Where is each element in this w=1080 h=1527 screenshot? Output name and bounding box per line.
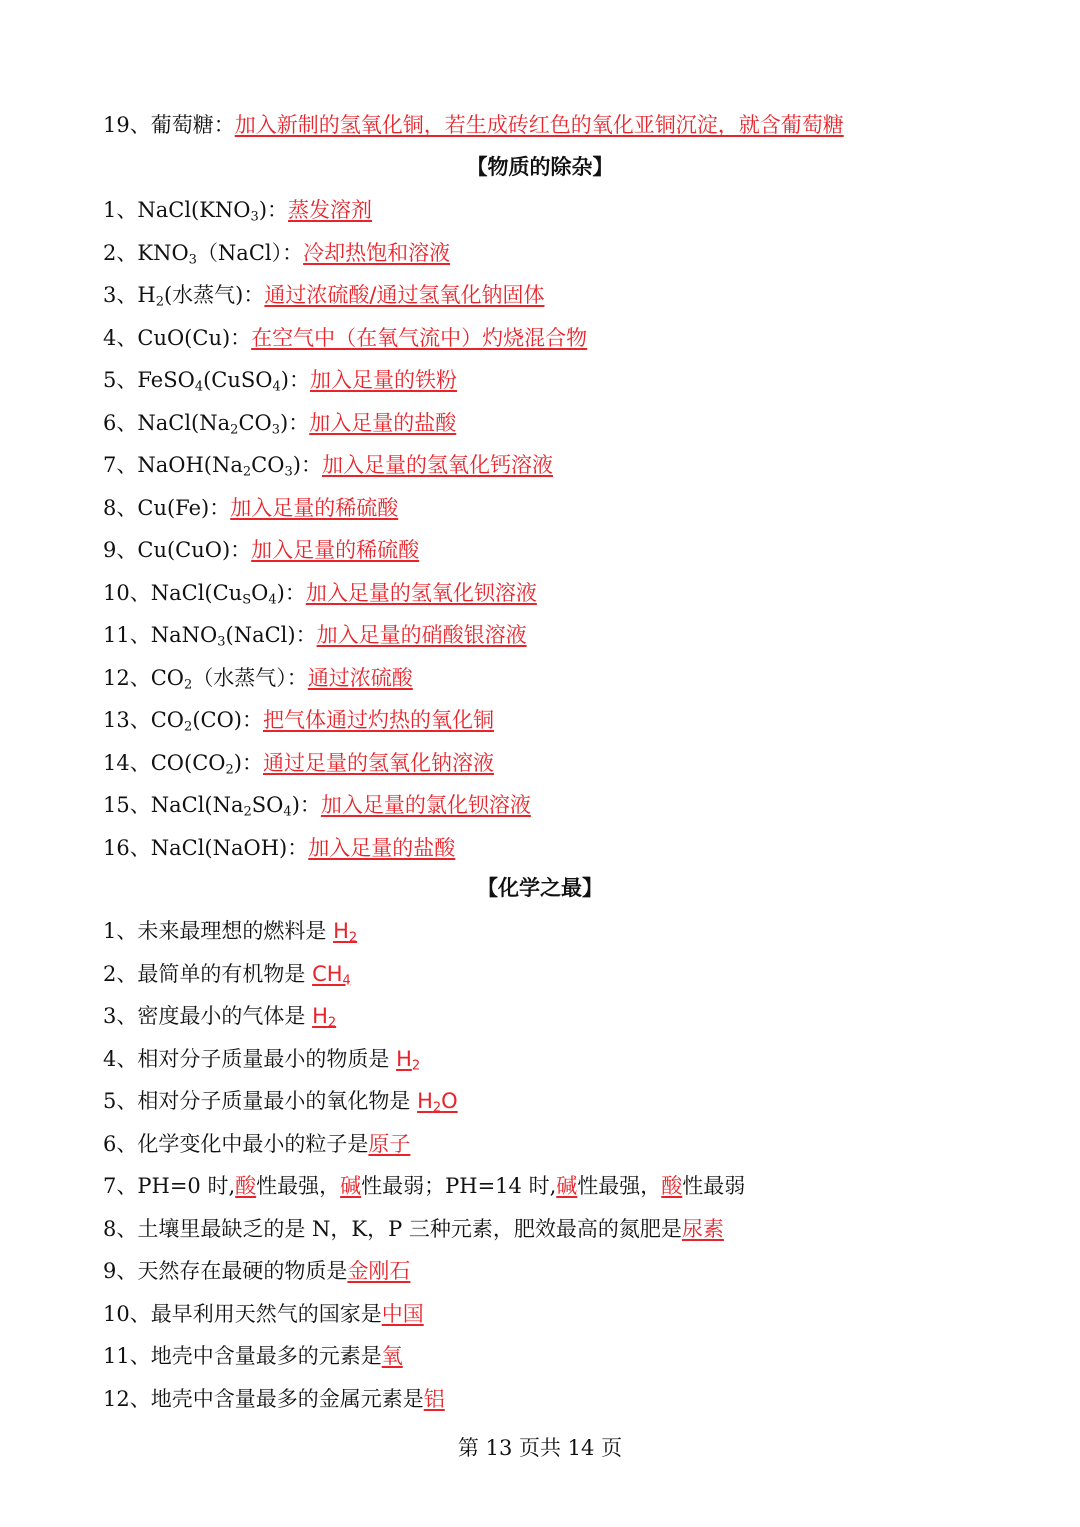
- item-number: 6、: [103, 1131, 138, 1156]
- answer-text: 加入足量的稀硫酸: [230, 495, 399, 520]
- purify-item: [103, 658, 1020, 698]
- item-label: 19、葡萄糖：: [103, 113, 235, 137]
- item-number: 1、: [103, 919, 138, 943]
- question-text: 相对分子质量最小的氧化物是: [137, 1089, 418, 1113]
- most-item: [103, 1039, 1020, 1079]
- formula-part: CuO(Cu)：: [137, 325, 252, 350]
- answer-text: 加入足量的铁粉: [309, 368, 457, 392]
- purify-item: [103, 275, 1020, 315]
- answer-part: 金刚石: [347, 1259, 411, 1283]
- formula-subscript: 2: [243, 804, 252, 820]
- formula-part: KNO: [137, 240, 189, 265]
- answer-text: 冷却热饱和溶液: [303, 240, 451, 265]
- formula-part: O: [251, 580, 269, 605]
- formula-subscript: 3: [250, 209, 259, 225]
- answer-text: 加入足量的硝酸银溶液: [316, 623, 527, 647]
- question-text: 地壳中含量最多的金属元素是: [150, 1386, 424, 1411]
- answer-subscript: 2: [327, 1015, 337, 1031]
- answer-part: H: [333, 919, 349, 943]
- answer-part: 原子: [368, 1131, 411, 1156]
- formula-part: NaCl(Na: [137, 410, 231, 435]
- answer-subscript: 2: [411, 1057, 421, 1073]
- purify-item: [103, 743, 1020, 783]
- question-text: 相对分子质量最小的物质是: [137, 1046, 397, 1071]
- item-number: 7、: [103, 453, 138, 477]
- purify-item: [103, 828, 1020, 868]
- answer-text: 碱: [340, 1174, 362, 1198]
- item-number: 4、: [103, 325, 138, 350]
- answer-subscript: 2: [348, 930, 358, 946]
- answer-text: [333, 919, 358, 946]
- formula-part: SO: [251, 793, 284, 817]
- glucose-test-line: [103, 105, 1020, 145]
- question-text: 性最强，: [256, 1174, 341, 1198]
- formula-subscript: 4: [272, 379, 281, 395]
- answer-text: 加入新制的氢氧化铜，若生成砖红色的氧化亚铜沉淀，就含葡萄糖: [234, 113, 844, 137]
- item-number: 15、: [103, 793, 151, 817]
- item-number: 1、: [103, 198, 138, 222]
- answer-text: 蒸发溶剂: [288, 198, 373, 222]
- answer-text: [347, 1259, 410, 1283]
- purify-item: [103, 360, 1020, 400]
- answer-text: 通过足量的氢氧化钠溶液: [262, 750, 494, 775]
- formula-subscript: 2: [230, 421, 239, 437]
- answer-part: H: [396, 1046, 412, 1071]
- item-number: 8、: [103, 495, 138, 520]
- formula-part: CO: [150, 708, 185, 732]
- formula-part: NaCl(Cu: [150, 580, 243, 605]
- item-number: 9、: [103, 1259, 138, 1283]
- item-number: 9、: [103, 538, 138, 562]
- purify-item: [103, 445, 1020, 485]
- formula-subscript: 3: [188, 251, 197, 267]
- formula-part: CO: [251, 453, 285, 477]
- most-item: [103, 1251, 1020, 1291]
- formula-part: CO: [150, 665, 185, 690]
- answer-text: 加入足量的氯化钡溶液: [320, 793, 531, 817]
- most-item: [103, 1209, 1020, 1249]
- answer-text: [424, 1387, 445, 1411]
- most-item: [103, 1336, 1020, 1376]
- answer-part: 尿素: [681, 1216, 724, 1241]
- answer-part: H: [312, 1004, 328, 1028]
- item-number: 2、: [103, 961, 138, 986]
- formula-part: NaCl(KNO: [137, 198, 251, 222]
- purify-item: [103, 615, 1020, 655]
- formula-part: )：: [280, 368, 310, 392]
- formula-part: Cu(Fe)：: [137, 495, 231, 520]
- formula-subscript: 2: [184, 719, 193, 735]
- item-number: 5、: [103, 1089, 138, 1113]
- formula-subscript: 4: [283, 804, 292, 820]
- page-footer: 第 13 页共 14 页: [457, 1436, 623, 1460]
- most-item: [103, 996, 1020, 1036]
- formula-subscript: 4: [194, 379, 204, 395]
- answer-part: 氧: [381, 1344, 403, 1368]
- item-number: 10、: [103, 580, 151, 605]
- question-text: 最早利用天然气的国家是: [150, 1301, 382, 1326]
- item-number: 4、: [103, 1046, 138, 1071]
- formula-part: (NaCl)：: [225, 623, 317, 647]
- formula-part: )：: [276, 580, 306, 605]
- most-item: [103, 954, 1020, 994]
- answer-part: 铝: [423, 1386, 445, 1411]
- most-item: [103, 911, 1020, 951]
- purify-item: [103, 573, 1020, 613]
- formula-part: )：: [291, 793, 321, 817]
- question-text: 性最弱；PH=14 时,: [361, 1174, 557, 1198]
- answer-text: 通过浓硫酸: [307, 665, 413, 690]
- answer-text: [312, 962, 351, 986]
- question-text: 最简单的有机物是: [137, 961, 313, 986]
- item-number: 10、: [103, 1301, 151, 1326]
- formula-subscript: 4: [268, 591, 277, 607]
- item-number: 8、: [103, 1216, 138, 1241]
- question-text: 天然存在最硬的物质是: [137, 1259, 348, 1283]
- item-number: 13、: [103, 708, 151, 732]
- item-number: 11、: [103, 1344, 151, 1368]
- formula-part: （水蒸气）：: [192, 665, 308, 690]
- formula-part: NaCl(NaOH)：: [150, 835, 309, 860]
- question-text: 未来最理想的燃料是: [137, 919, 334, 943]
- purify-item: [103, 488, 1020, 528]
- answer-text: [382, 1302, 424, 1326]
- formula-part: CO: [238, 410, 272, 435]
- formula-part: NaCl(Na: [150, 793, 244, 817]
- most-item: [103, 1166, 1020, 1206]
- answer-text: 加入足量的氢氧化钙溶液: [321, 453, 553, 477]
- answer-text: 加入足量的盐酸: [309, 410, 457, 435]
- most-item: [103, 1379, 1020, 1419]
- formula-part: )：: [292, 453, 322, 477]
- formula-part: FeSO: [137, 368, 195, 392]
- formula-part: (CO)：: [192, 708, 263, 732]
- purify-item: [103, 530, 1020, 570]
- formula-subscript: 2: [155, 294, 164, 310]
- answer-text: 碱: [556, 1174, 578, 1198]
- formula-subscript: 3: [217, 634, 226, 650]
- item-number: 3、: [103, 283, 138, 307]
- question-text: 地壳中含量最多的元素是: [150, 1344, 382, 1368]
- purify-item: [103, 318, 1020, 358]
- section-title-purify: 【物质的除杂】: [466, 154, 614, 179]
- formula-part: H: [137, 283, 156, 307]
- answer-text: 在空气中（在氧气流中）灼烧混合物: [251, 325, 588, 350]
- answer-text: 酸: [661, 1174, 683, 1198]
- formula-subscript: 3: [284, 464, 293, 480]
- formula-part: (水蒸气)：: [163, 283, 265, 307]
- formula-subscript: S: [242, 591, 252, 607]
- formula-part: (CuSO: [203, 368, 273, 392]
- answer-subscript: 2: [432, 1100, 442, 1116]
- item-number: 2、: [103, 240, 138, 265]
- answer-subscript: 4: [342, 972, 351, 988]
- purify-item: [103, 785, 1020, 825]
- formula-part: Cu(CuO)：: [137, 538, 252, 562]
- question-text: 性最强，: [577, 1174, 662, 1198]
- question-text: 性最弱: [682, 1174, 746, 1198]
- answer-text: [235, 1174, 256, 1198]
- formula-part: )：: [233, 750, 263, 775]
- answer-text: 加入足量的盐酸: [308, 835, 456, 860]
- answer-text: [682, 1217, 724, 1241]
- item-number: 14、: [103, 750, 151, 775]
- most-item: [103, 1294, 1020, 1334]
- purify-item: [103, 190, 1020, 230]
- purify-item: [103, 700, 1020, 740]
- formula-part: CO(CO: [150, 750, 226, 775]
- most-item: [103, 1124, 1020, 1164]
- most-item: [103, 1081, 1020, 1121]
- answer-text: [382, 1344, 403, 1368]
- item-number: 12、: [103, 665, 151, 690]
- formula-part: )：: [280, 410, 310, 435]
- item-number: 16、: [103, 835, 151, 860]
- answer-part: 酸: [235, 1174, 257, 1198]
- item-number: 11、: [103, 623, 151, 647]
- formula-part: )：: [258, 198, 289, 222]
- answer-part: CH: [312, 961, 343, 986]
- item-number: 12、: [103, 1386, 151, 1411]
- question-text: 密度最小的气体是: [137, 1004, 313, 1028]
- item-number: 3、: [103, 1004, 138, 1028]
- purify-item: [103, 403, 1020, 443]
- answer-text: 加入足量的稀硫酸: [251, 538, 420, 562]
- item-number: 5、: [103, 368, 138, 392]
- formula-part: NaNO: [150, 623, 218, 647]
- question-text: 土壤里最缺乏的是 N，K，P 三种元素，肥效最高的氮肥是: [137, 1216, 682, 1241]
- item-number: 7、: [103, 1174, 138, 1198]
- answer-part: 中国: [381, 1301, 424, 1326]
- answer-text: [312, 1004, 337, 1031]
- answer-text: 加入足量的氢氧化钡溶液: [305, 580, 537, 605]
- answer-text: 把气体通过灼热的氧化铜: [262, 708, 494, 732]
- question-text: 化学变化中最小的粒子是: [137, 1131, 369, 1156]
- formula-subscript: 3: [271, 421, 281, 437]
- answer-part: O: [441, 1089, 458, 1113]
- section-title-most: 【化学之最】: [477, 875, 603, 900]
- answer-part: H: [417, 1089, 433, 1113]
- formula-part: NaOH(Na: [137, 453, 243, 477]
- formula-subscript: 2: [242, 464, 252, 480]
- formula-subscript: 2: [184, 676, 193, 692]
- answer-text: [368, 1132, 410, 1156]
- answer-text: 通过浓硫酸/通过氢氧化钠固体: [264, 283, 545, 307]
- formula-subscript: 2: [225, 761, 234, 777]
- answer-text: [417, 1089, 458, 1116]
- answer-text: [396, 1047, 420, 1071]
- item-number: 6、: [103, 410, 138, 435]
- purify-item: [103, 233, 1020, 273]
- formula-part: （NaCl）：: [196, 240, 304, 265]
- question-text: PH=0 时,: [137, 1174, 236, 1198]
